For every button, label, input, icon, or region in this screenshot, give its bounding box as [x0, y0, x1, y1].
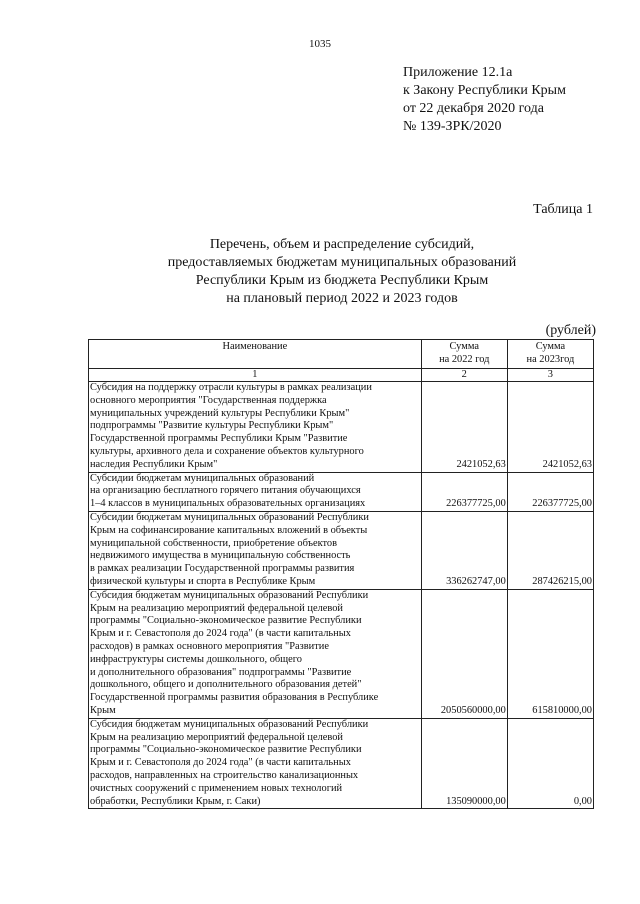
row-name-line: программы "Социально-экономическое развитие Республики: [90, 615, 362, 627]
row-name-line: Крым на софинансирование капитальных вложений в объекты: [90, 524, 368, 536]
row-name-line: дошкольного, общего и дополнительного образования детей": [90, 679, 362, 691]
row-name-line: Государственной программы Республики Крым "Развитие: [90, 433, 348, 445]
table-row: [89, 472, 594, 511]
column-number: 3: [507, 369, 593, 382]
header-sum-2023-line2: на 2023год: [526, 354, 575, 365]
row-name-line: Крым: [90, 704, 116, 716]
row-name-line: недвижимого имущества в муниципальную собственность: [90, 550, 351, 562]
header-sum-2022-line1: Сумма: [449, 341, 479, 352]
row-name: [89, 472, 422, 511]
header-sum-2023: [507, 340, 593, 369]
row-name-line: Субсидии бюджетам муниципальных образований Республики: [90, 511, 369, 523]
document-title: [92, 236, 592, 308]
table-label: Таблица 1: [533, 202, 593, 217]
row-name: [89, 718, 422, 809]
row-name: [89, 511, 422, 589]
row-name-line: Крым и г. Севастополя до 2024 года" (в части капитальных: [90, 628, 351, 640]
title-line: предоставляемых бюджетам муниципальных образований: [167, 255, 517, 270]
row-amount-2022: 2421052,63: [421, 382, 507, 473]
row-name-line: обработки, Республики Крым, г. Саки): [90, 795, 261, 807]
column-number: 2: [421, 369, 507, 382]
appendix-header: [403, 64, 566, 136]
row-name-line: культуры, архивного дела и сохранение объектов культурного: [90, 445, 364, 457]
row-amount-2022: 336262747,00: [421, 511, 507, 589]
row-name-line: муниципальной собственности, приобретение объектов: [90, 537, 338, 549]
row-name-line: 1–4 классов в муниципальных образовательных организациях: [90, 498, 366, 510]
subsidies-table: [88, 339, 594, 809]
row-name-line: Крым на реализацию мероприятий федеральной целевой: [90, 602, 343, 614]
row-name-line: Субсидия бюджетам муниципальных образований Республики: [90, 589, 369, 601]
header-sum-2022-line2: на 2022 год: [439, 354, 490, 365]
row-amount-2022: 135090000,00: [421, 718, 507, 809]
table-row: [89, 589, 594, 718]
row-name-line: основного мероприятия "Государственная поддержка: [90, 394, 327, 406]
title-line: на плановый период 2022 и 2023 годов: [226, 291, 458, 306]
row-name: [89, 589, 422, 718]
row-name-line: Государственной программы развития образования в Республике: [90, 692, 379, 704]
row-name-line: и дополнительного образования" подпрограммы "Развитие: [90, 666, 352, 678]
header-row: [89, 340, 594, 369]
row-name: [89, 382, 422, 473]
table-row: [89, 382, 594, 473]
row-amount-2022: 2050560000,00: [421, 589, 507, 718]
row-amount-2023: 287426215,00: [507, 511, 593, 589]
appendix-line: Приложение 12.1а: [403, 65, 513, 80]
row-name-line: расходов) в рамках основного мероприятия "Развитие: [90, 640, 329, 652]
row-name-line: Субсидия бюджетам муниципальных образований Республики: [90, 718, 369, 730]
row-name-line: Субсидия на поддержку отрасли культуры в рамках реализации: [90, 382, 372, 393]
row-name-line: на организацию бесплатного горячего питания обучающихся: [90, 485, 361, 497]
column-number: 1: [89, 369, 422, 382]
row-name-line: программы "Социально-экономическое развитие Республики: [90, 744, 362, 756]
page-number: 1035: [309, 38, 331, 50]
row-name-line: в рамках реализации Государственной программы развития: [90, 563, 355, 575]
header-name: [89, 340, 422, 369]
appendix-line: № 139-ЗРК/2020: [403, 119, 502, 134]
table-row: [89, 511, 594, 589]
header-sum-2022: [421, 340, 507, 369]
row-amount-2022: 226377725,00: [421, 472, 507, 511]
row-name-line: наследия Республики Крым": [90, 458, 218, 470]
row-amount-2023: 0,00: [507, 718, 593, 809]
column-number-row: [89, 369, 594, 382]
row-amount-2023: 615810000,00: [507, 589, 593, 718]
appendix-line: от 22 декабря 2020 года: [403, 101, 544, 116]
title-line: Республики Крым из бюджета Республики Крым: [195, 273, 489, 288]
row-name-line: подпрограммы "Развитие культуры Республики Крым": [90, 420, 334, 432]
title-line: Перечень, объем и распределение субсидий,: [209, 237, 475, 252]
row-name-line: расходов, направленных на строительство канализационных: [90, 769, 359, 781]
row-name-line: Крым и г. Севастополя до 2024 года" (в части капитальных: [90, 757, 351, 769]
table-row: [89, 718, 594, 809]
appendix-line: к Закону Республики Крым: [403, 83, 566, 98]
row-amount-2023: 226377725,00: [507, 472, 593, 511]
header-name-label: Наименование: [222, 341, 288, 352]
row-name-line: физической культуры и спорта в Республике Крым: [90, 575, 316, 587]
row-name-line: инфраструктуры системы дошкольного, общего: [90, 653, 302, 665]
row-name-line: Крым на реализацию мероприятий федеральной целевой: [90, 731, 343, 743]
row-name-line: Субсидии бюджетам муниципальных образований: [90, 472, 315, 484]
row-name-line: очистных сооружений с применением новых технологий: [90, 782, 343, 794]
row-amount-2023: 2421052,63: [507, 382, 593, 473]
currency-note: (рублей): [545, 323, 596, 338]
header-sum-2023-line1: Сумма: [535, 341, 566, 352]
row-name-line: муниципальных учреждений культуры Республики Крым": [90, 407, 350, 419]
